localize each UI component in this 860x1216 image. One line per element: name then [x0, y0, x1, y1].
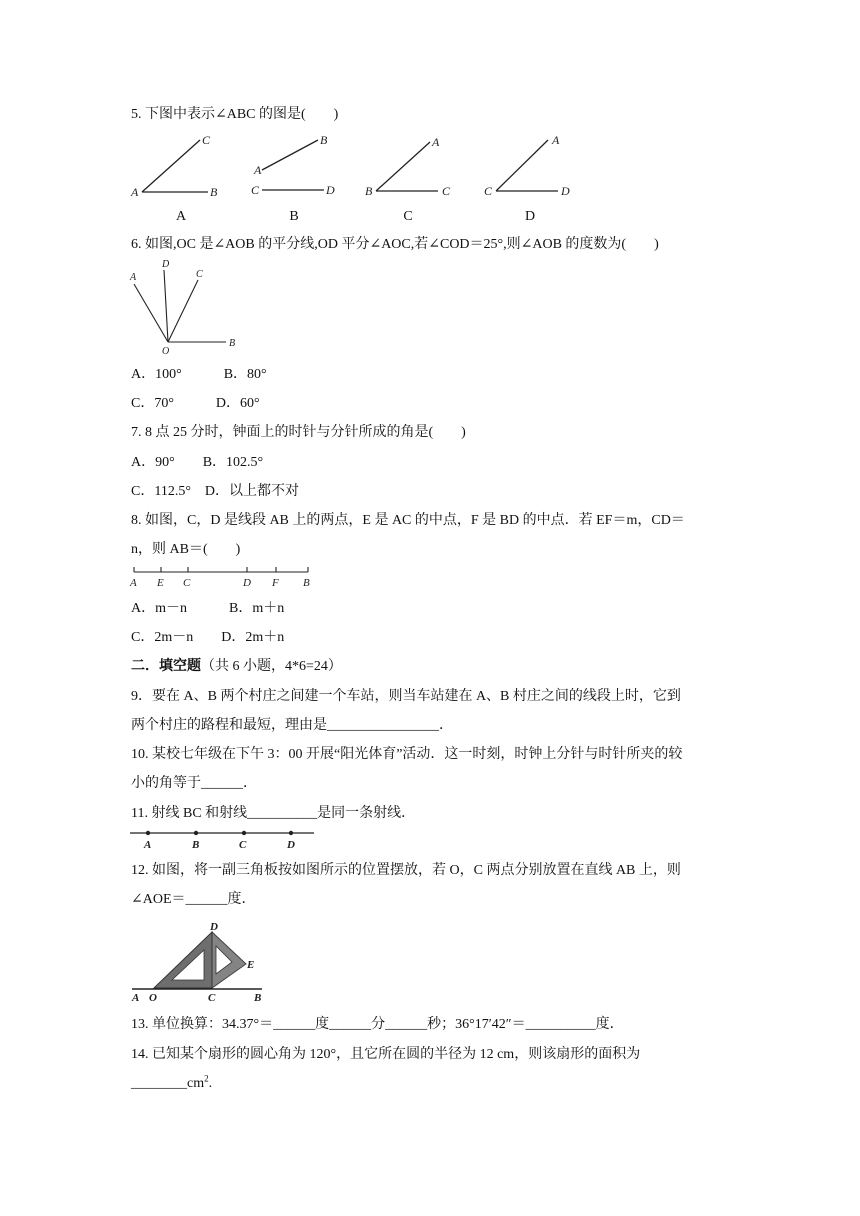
q6-label-d: D	[162, 259, 170, 270]
q7-stem: 7. 8 点 25 分时，钟面上的时针与分针所成的角是( )	[131, 425, 466, 440]
q8-options-row1: A．m－n B．m＋n	[131, 601, 285, 616]
q5a-label-c: C	[202, 133, 211, 147]
q12-label-e: E	[247, 959, 255, 971]
q8-stem-line2: n，则 AB＝( )	[131, 542, 241, 557]
q14-blank: ________cm	[131, 1076, 205, 1091]
q11-line1: 11. 射线 BC 和射线__________是同一条射线．	[131, 806, 416, 821]
q5-caption-b: B	[289, 209, 299, 224]
q5-figure-a	[128, 130, 228, 202]
section-heading	[131, 658, 342, 676]
q12-line2: ∠AOE＝______度．	[131, 892, 256, 907]
q14-superscript: 2	[204, 1073, 209, 1084]
q11-ray-figure	[128, 826, 328, 854]
q11-label-b: B	[192, 839, 200, 851]
q8-segment-figure	[128, 564, 328, 594]
q6-label-c: C	[196, 269, 203, 280]
q6-label-o: O	[162, 346, 170, 357]
q8-options-row2: C．2m－n D．2m＋n	[131, 630, 285, 645]
q13-line1: 13. 单位换算：34.37°＝______度______分______秒；36°17′42″＝__________度．	[131, 1017, 624, 1032]
q9-line2: 两个村庄的路程和最短，理由是________________．	[131, 718, 453, 733]
q12-line1: 12. 如图，将一副三角板按如图所示的位置摆放，若 O，C 两点分别放置在直线 AB 上，则	[131, 863, 681, 878]
q5-figure-d	[482, 130, 582, 202]
q8-label-e: E	[157, 577, 164, 589]
q5-stem: 5. 下图中表示∠ABC 的图是( )	[131, 107, 339, 122]
q9-line1: 9．要在 A、B 两个村庄之间建一个车站，则当车站建在 A、B 村庄之间的线段上时，它到	[131, 689, 681, 704]
q6-label-a: A	[130, 272, 137, 283]
q5c-label-a: A	[432, 135, 440, 149]
q5-figure-b	[246, 130, 346, 202]
q5a-label-a: A	[131, 185, 139, 199]
q5-caption-a: A	[175, 209, 187, 224]
q10-line1: 10. 某校七年级在下午 3：00 开展“阳光体育”活动．这一时刻，时钟上分针与时针所夹的较	[131, 747, 683, 762]
q5b-label-d: D	[326, 183, 335, 197]
q8-stem-line1: 8. 如图，C，D 是线段 AB 上的两点，E 是 AC 的中点，F 是 BD 的中点．若 EF＝m，CD＝	[131, 513, 685, 528]
q12-label-a: A	[132, 992, 140, 1004]
q5c-label-b: B	[365, 184, 373, 198]
q5b-label-b: B	[320, 133, 328, 147]
q11-label-a: A	[144, 839, 152, 851]
q14-end: .	[208, 1076, 213, 1091]
q8-label-d: D	[243, 577, 251, 589]
q7-options-row1: A．90° B．102.5°	[131, 455, 264, 470]
q11-label-d: D	[287, 839, 295, 851]
q8-label-a: A	[130, 577, 137, 589]
q6-label-b: B	[229, 338, 236, 349]
section-title: 二．填空题	[131, 659, 201, 674]
q6-figure	[128, 258, 248, 358]
q5c-label-c: C	[442, 184, 451, 198]
q8-label-b: B	[303, 577, 310, 589]
q11-label-c: C	[239, 839, 247, 851]
q5-caption-d: D	[524, 209, 536, 224]
q5b-label-c: C	[251, 183, 260, 197]
q5-figure-c	[362, 130, 462, 202]
q12-set-square-figure	[128, 918, 268, 1004]
q12-label-d: D	[210, 921, 218, 933]
q6-options-row1: A．100° B．80°	[131, 367, 267, 382]
q14-line2	[131, 1075, 212, 1093]
q5a-label-b: B	[210, 185, 218, 199]
section-note: （共 6 小题，4*6=24）	[201, 659, 342, 674]
q5d-label-d: D	[561, 184, 570, 198]
q12-label-b: B	[254, 992, 262, 1004]
q8-label-f: F	[272, 577, 279, 589]
q14-line1: 14. 已知某个扇形的圆心角为 120°，且它所在圆的半径为 12 cm，则该扇形的面积为	[131, 1047, 641, 1062]
q5-caption-c: C	[403, 209, 413, 224]
q5d-label-c: C	[484, 184, 493, 198]
q5d-label-a: A	[552, 133, 560, 147]
q12-label-o: O	[149, 992, 157, 1004]
q12-label-c: C	[208, 992, 216, 1004]
q6-stem: 6. 如图,OC 是∠AOB 的平分线,OD 平分∠AOC,若∠COD＝25°,则∠AOB 的度数为( )	[131, 237, 659, 252]
q8-label-c: C	[183, 577, 191, 589]
q10-line2: 小的角等于______．	[131, 776, 257, 791]
q6-options-row2: C．70° D．60°	[131, 396, 260, 411]
q7-options-row2: C．112.5° D．以上都不对	[131, 484, 300, 499]
q5b-label-a: A	[254, 163, 262, 177]
